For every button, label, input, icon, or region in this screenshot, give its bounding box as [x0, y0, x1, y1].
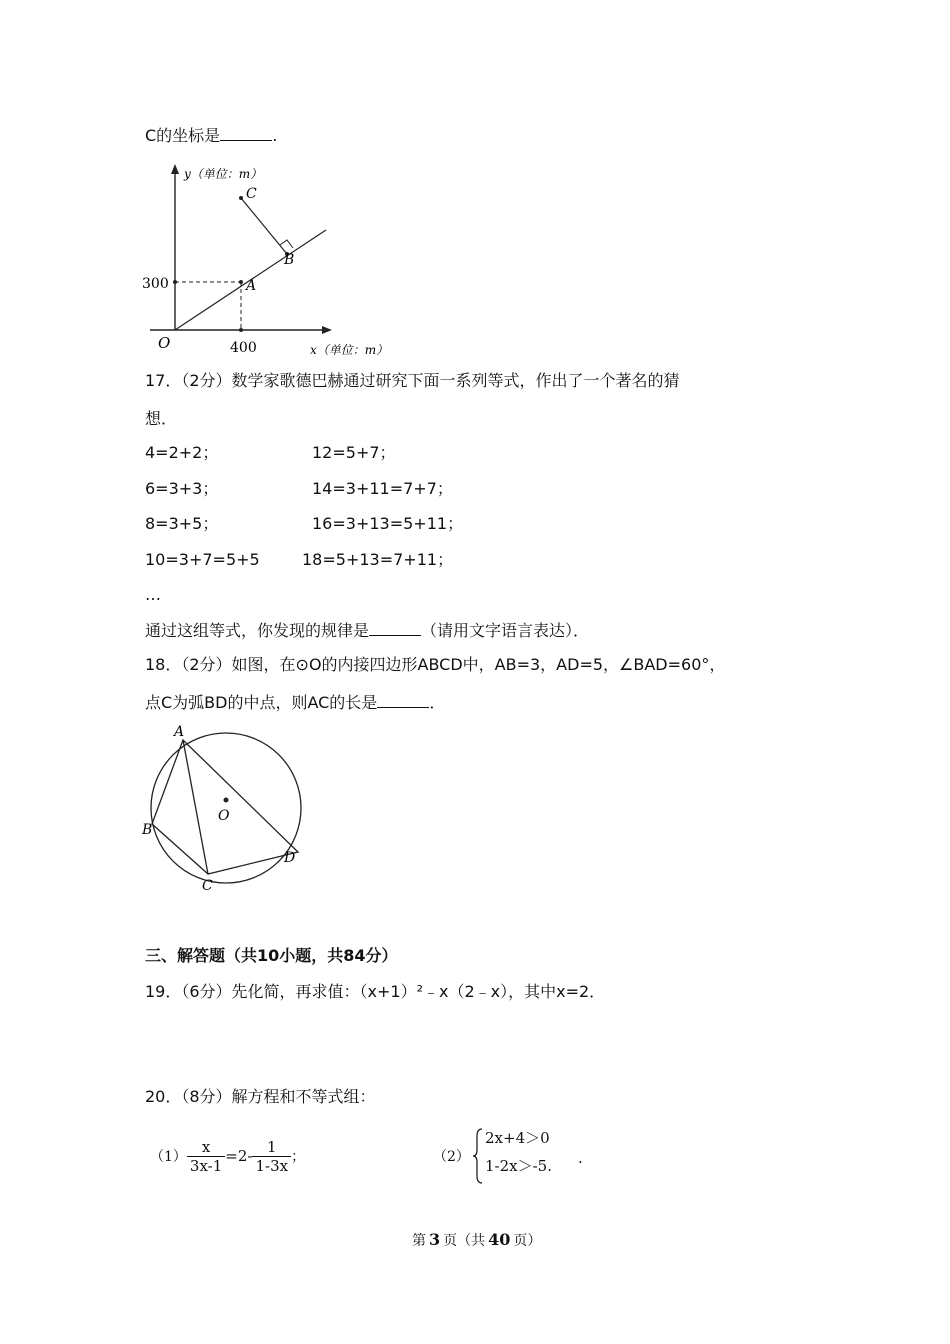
footer-page-number: 3	[429, 1230, 441, 1249]
q17-eq-right-2: 14=3+11=7+7；	[312, 479, 453, 498]
fraction-1-numerator: x	[187, 1138, 225, 1157]
q20-p2-label: （2）	[433, 1149, 470, 1165]
y-axis-label: y（单位：m）	[184, 167, 263, 181]
footer-total-pages: 40	[488, 1230, 511, 1249]
q20-p1-end: ；	[291, 1149, 306, 1165]
q20-header: 20．（8分）解方程和不等式组：	[145, 1087, 376, 1106]
y-axis-arrow	[171, 164, 179, 174]
label-o: O	[218, 808, 230, 824]
q18-line2-end: ．	[429, 693, 446, 712]
q17-prompt	[145, 621, 589, 641]
tick-300-dot	[173, 280, 177, 284]
q19-text: 19．（6分）先化简，再求值：（x+1）²﹣x（2﹣x），其中x=2．	[145, 982, 606, 1001]
point-a-dot	[239, 280, 243, 284]
fraction-2-numerator: 1	[252, 1138, 291, 1157]
origin-label: O	[158, 334, 171, 352]
brace-icon	[473, 1128, 483, 1184]
q17-eq-left-3: 8=3+5；	[145, 514, 219, 533]
footer-pre: 第	[412, 1233, 426, 1249]
label-c: C	[202, 878, 213, 894]
fraction-2	[252, 1138, 291, 1175]
q17-eq-left-4: 10=3+7=5+5	[145, 550, 260, 569]
q17-header: 17．（2分）数学家歌德巴赫通过研究下面一系列等式，作出了一个著名的猜	[145, 371, 680, 390]
q20-p2-end: .	[578, 1149, 583, 1167]
point-c-dot	[239, 196, 243, 200]
right-angle-mark	[280, 240, 293, 248]
label-b: B	[142, 822, 153, 838]
footer-post: 页）	[513, 1233, 542, 1249]
fraction-1-denominator: 3x-1	[189, 1157, 223, 1175]
q18-line2	[145, 693, 445, 713]
segment-cb	[241, 198, 287, 254]
answer-blank	[377, 693, 429, 708]
answer-blank	[220, 126, 272, 141]
q17-eq-left-1: 4=2+2；	[145, 443, 219, 462]
section-3-title: 三、解答题（共10小题，共84分）	[145, 946, 398, 965]
q18-line1: 18．（2分）如图，在⊙O的内接四边形ABCD中，AB=3，AD=5，∠BAD=60°，	[145, 655, 726, 674]
quadrilateral-abcd	[152, 740, 298, 874]
q17-ellipsis: …	[145, 585, 161, 604]
q16-coordinate-figure	[140, 160, 400, 360]
tick-400-label: 400	[230, 340, 257, 356]
q16-tail	[145, 126, 277, 146]
q20-p1-label: （1）	[150, 1149, 187, 1165]
q16-text: C的坐标是	[145, 126, 221, 145]
q20-p2-line2: 1-2x＞-5.	[485, 1157, 552, 1175]
q17-eq-right-4: 18=5+13=7+11；	[302, 550, 454, 569]
q20-p2-line1: 2x+4＞0	[485, 1129, 550, 1147]
point-c-label: C	[246, 186, 257, 202]
fraction-2-denominator: 1-3x	[255, 1157, 289, 1175]
x-axis-arrow	[322, 326, 332, 334]
q18-circle-figure	[138, 720, 318, 900]
fraction-1	[187, 1138, 225, 1175]
point-a-label: A	[246, 278, 257, 294]
q17-eq-right-3: 16=3+13=5+11；	[312, 514, 464, 533]
page-footer	[412, 1230, 541, 1251]
q18-line2-text: 点C为弧BD的中点，则AC的长是	[145, 693, 378, 712]
tick-300-label: 300	[142, 276, 169, 292]
x-axis-label: x（单位：m）	[310, 343, 389, 357]
label-a: A	[174, 724, 185, 740]
center-o-dot	[224, 798, 229, 803]
q17-eq-left-2: 6=3+3；	[145, 479, 219, 498]
q20-part1	[150, 1136, 305, 1177]
q16-end: .	[272, 126, 278, 145]
point-b-label: B	[284, 252, 295, 268]
q17-prompt-text: 通过这组等式，你发现的规律是	[145, 621, 370, 640]
footer-mid: 页（共	[443, 1233, 486, 1249]
q17-header-cont: 想．	[145, 409, 178, 428]
q20-p1-mid: =2-	[225, 1147, 253, 1165]
q17-eq-right-1: 12=5+7；	[312, 443, 396, 462]
tick-400-dot	[239, 328, 243, 332]
q17-prompt-end: （请用文字语言表达）．	[421, 621, 590, 640]
answer-blank	[369, 621, 421, 636]
label-d: D	[284, 850, 296, 866]
